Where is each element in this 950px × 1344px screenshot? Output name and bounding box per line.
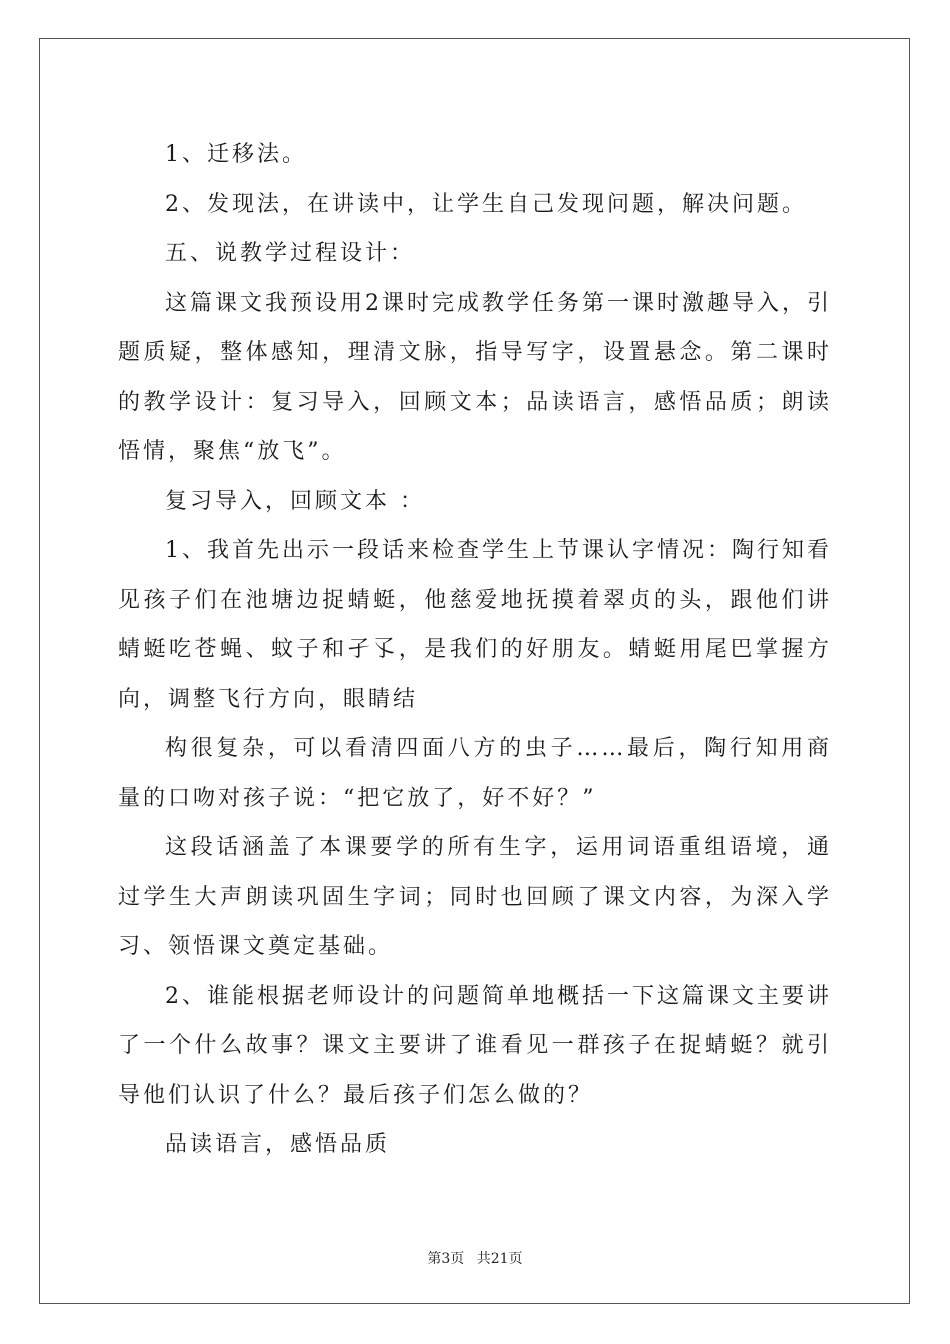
page-number: 第3页 — [427, 1251, 465, 1267]
paragraph-review-2: 2、谁能根据老师设计的问题简单地概括一下这篇课文主要讲了一个什么故事？课文主要讲了谁看见一群孩子在捉蜻蜓？就引导他们认识了什么？最后孩子们怎么做的？ — [118, 983, 832, 1108]
page-total: 共21页 — [476, 1251, 523, 1267]
document-body — [118, 130, 832, 1170]
subheading-review: 复习导入，回顾文本 ： — [165, 488, 425, 514]
paragraph-review-purpose: 这段话涵盖了本课要学的所有生字，运用词语重组语境，通过学生大声朗读巩固生字词；同时也回顾了课文内容，为深入学习、领悟课文奠定基础。 — [118, 835, 832, 959]
page-footer — [0, 1248, 950, 1268]
paragraph-review-1: 1、我首先出示一段话来检查学生上节课认字情况：陶行知看见孩子们在池塘边捉蜻蜓，他慈爱地抚摸着翠贞的头，跟他们讲蜻蜓吃苍蝇、蚊子和孑孓，是我们的好朋友。蜻蜓用尾巴掌握方向，调整飞行方向，眼睛结 — [118, 538, 832, 712]
section-heading-process: 五、说教学过程设计： — [165, 241, 416, 266]
subheading-language: 品读语言，感悟品质 — [165, 1132, 391, 1157]
paragraph-review-continued: 构很复杂，可以看清四面八方的虫子……最后，陶行知用商量的口吻对孩子说：“把它放了，好不好？” — [118, 736, 832, 811]
paragraph-lesson-plan: 这篇课文我预设用2课时完成教学任务第一课时激趣导入，引题质疑，整体感知，理清文脉，指导写字，设置悬念。第二课时的教学设计：复习导入，回顾文本；品读语言，感悟品质；朗读悟情，聚焦“放飞”。 — [118, 290, 832, 464]
paragraph-method-1: 1、迁移法。 — [165, 142, 307, 167]
paragraph-method-2: 2、发现法，在讲读中，让学生自己发现问题，解决问题。 — [165, 191, 807, 217]
